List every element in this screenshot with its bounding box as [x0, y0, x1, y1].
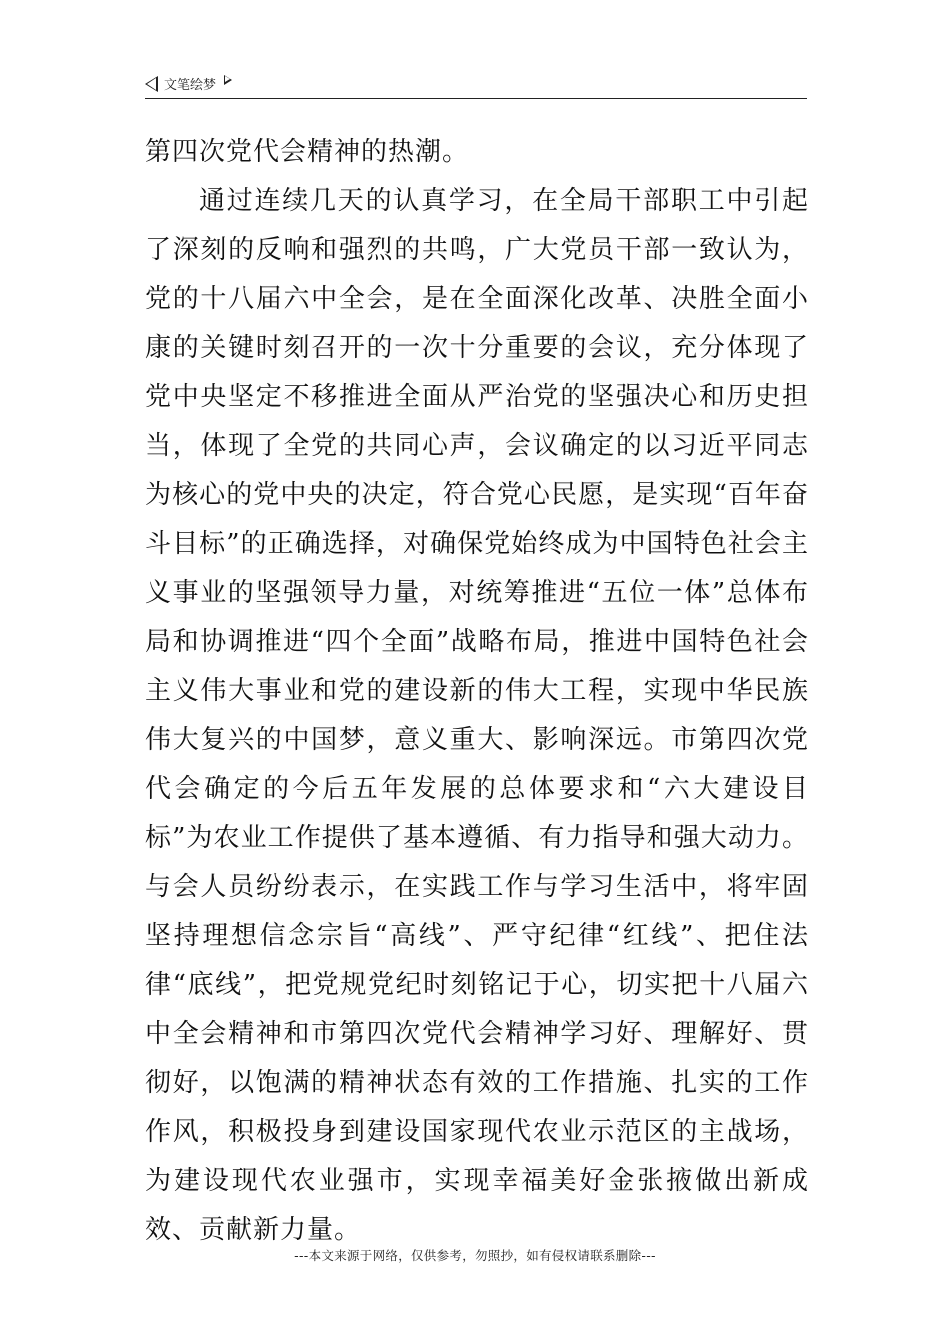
document-body	[145, 128, 809, 1255]
header-brand	[145, 74, 232, 93]
header-title: 文笔绘梦	[164, 78, 217, 93]
paragraph-main: 通过连续几天的认真学习，在全局干部职工中引起了深刻的反响和强烈的共鸣，广大党员干部一致认为，党的十八届六中全会，是在全面深化改革、决胜全面小康的关键时刻召开的一次十分重要的会议，充分体现了党中央坚定不移推进全面从严治党的坚强决心和历史担当，体现了全党的共同心声，会议确定的以习近平同志为核心的党中央的决定，符合党心民愿，是实现“百年奋斗目标”的正确选择，对确保党始终成为中国特色社会主义事业的坚强领导力量，对统筹推进“五位一体”总体布局和协调推进“四个全面”战略布局，推进中国特色社会主义伟大事业和党的建设新的伟大工程，实现中华民族伟大复兴的中国梦，意义重大、影响深远。市第四次党代会确定的今后五年发展的总体要求和“六大建设目标”为农业工作提供了基本遵循、有力指导和强大动力。与会人员纷纷表示，在实践工作与学习生活中，将牢固坚持理想信念宗旨“高线”、严守纪律“红线”、把住法律“底线”，把党规党纪时刻铭记于心，切实把十八届六中全会精神和市第四次党代会精神学习好、理解好、贯彻好，以饱满的精神状态有效的工作措施、扎实的工作作风，积极投身到建设国家现代农业示范区的主战场，为建设现代农业强市，实现幸福美好金张掖做出新成效、贡献新力量。	[145, 186, 809, 1245]
page-header	[145, 70, 807, 99]
triangle-right-outline-icon	[224, 75, 232, 85]
paragraph-continuation: 第四次党代会精神的热潮。	[145, 137, 470, 167]
triangle-left-outline-icon	[145, 76, 158, 92]
footer-notice: ---本文来源于网络，仅供参考，勿照抄，如有侵权请联系删除---	[294, 1248, 656, 1263]
